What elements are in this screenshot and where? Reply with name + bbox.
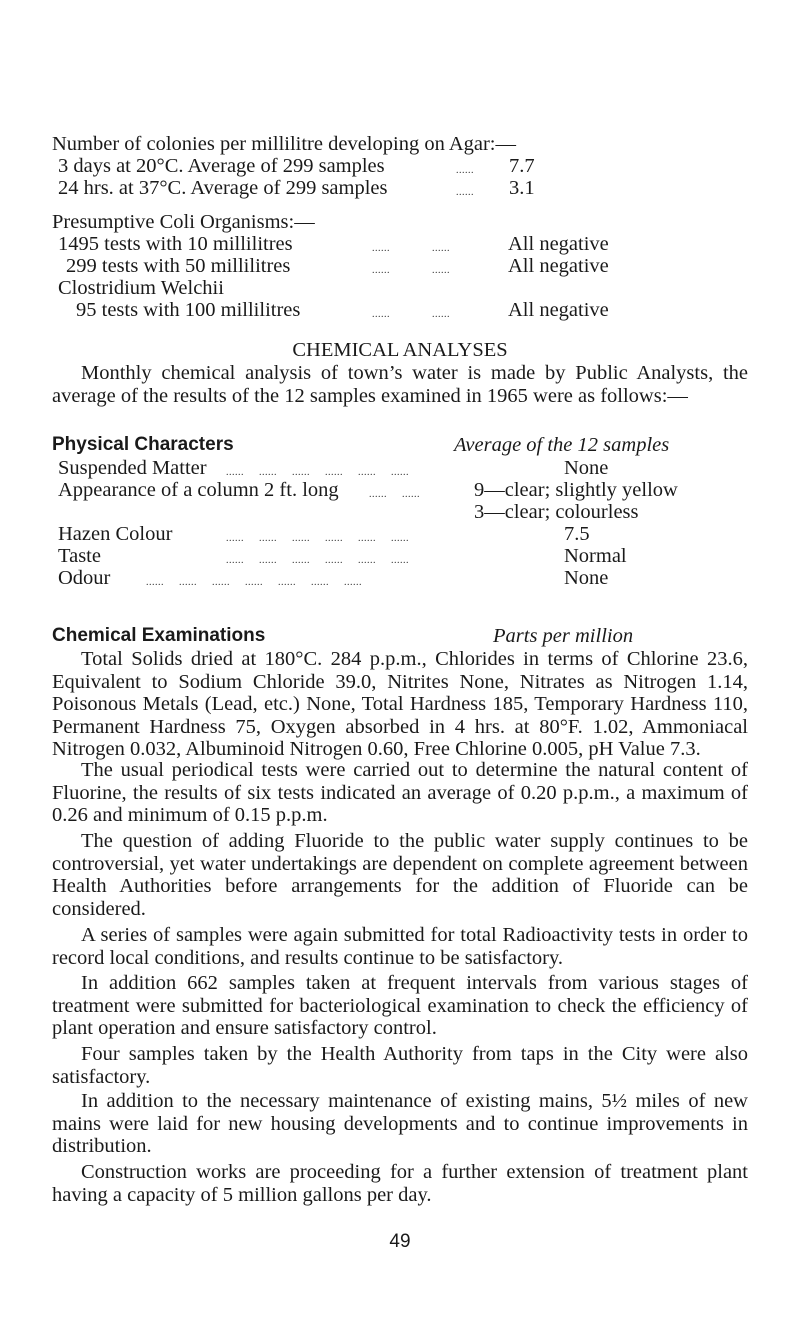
physical-row-suspended-value: None	[564, 457, 609, 479]
physical-row-taste-value: Normal	[564, 545, 627, 567]
coli-row-3-value: All negative	[508, 299, 609, 321]
agar-row-1-dots: ......	[456, 165, 474, 176]
agar-row-2-dots: ......	[456, 187, 474, 198]
physical-row-appearance-value: 9—clear; slightly yellow	[474, 479, 678, 501]
coli-row-3-label: 95 tests with 100 millilitres	[76, 299, 301, 321]
agar-row-1-value: 7.7	[509, 155, 535, 177]
physical-row-taste-label: Taste	[58, 545, 101, 567]
exams-paragraph-radioactivity: A series of samples were again submitted for total Radioactivity tests in order to record local conditions, and results continue to be satisfactory.	[52, 924, 748, 969]
coli-row-1-dots-b: ......	[432, 243, 450, 254]
physical-row-odour-value: None	[564, 567, 609, 589]
coli-row-1-value: All negative	[508, 233, 609, 255]
coli-row-3-dots-b: ......	[432, 309, 450, 320]
physical-row-odour-dots: ...... ...... ...... ...... ...... ...... ......	[146, 577, 362, 588]
exams-paragraph-taps: Four samples taken by the Health Authority from taps in the City were also satisfactory.	[52, 1043, 748, 1088]
coli-row-2-value: All negative	[508, 255, 609, 277]
coli-row-3-dots-a: ......	[372, 309, 390, 320]
agar-row-2-value: 3.1	[509, 177, 535, 199]
exams-col-heading: Parts per million	[493, 625, 634, 647]
exams-heading: Chemical Examinations	[52, 625, 266, 646]
chemical-analyses-title: CHEMICAL ANALYSES	[292, 339, 508, 361]
agar-row-2-label: 24 hrs. at 37°C. Average of 299 samples	[58, 177, 388, 199]
coli-row-1-dots-a: ......	[372, 243, 390, 254]
physical-row-hazen-label: Hazen Colour	[58, 523, 173, 545]
exams-paragraph-bacteriological: In addition 662 samples taken at frequent intervals from various stages of treatment were submitted for bacteriological examination to check the efficiency of plant operation and ensure satisfactory control.	[52, 972, 748, 1040]
physical-row-suspended-label: Suspended Matter	[58, 457, 207, 479]
physical-row-hazen-value: 7.5	[564, 523, 590, 545]
physical-row-taste-dots: ...... ...... ...... ...... ...... ......	[226, 555, 409, 566]
chemical-intro: Monthly chemical analysis of town’s water is made by Public Analysts, the average of the results of the 12 samples examined in 1965 were as follows:—	[52, 362, 748, 407]
physical-row-appearance-value-2: 3—clear; colourless	[474, 501, 639, 523]
exams-paragraph-results: Total Solids dried at 180°C. 284 p.p.m., Chlorides in terms of Chlorine 23.6, Equivalent to Sodium Chloride 39.0, Nitrites None, Nitrates as Nitrogen 1.14, Poisonous Metals (Lead, etc.) None, Total Hardness 185, Temporary Hardness 110, Permanent Hardness 75, Oxygen absorbed in 4 hrs. at 80°F. 1.02, Ammoniacal Nitrogen 0.032, Albuminoid Nitrogen 0.60, Free Chlorine 0.005, pH Value 7.3.	[52, 648, 748, 761]
exams-paragraph-fluoride: The question of adding Fluoride to the public water supply continues to be controversial, yet water undertakings are dependent on complete agreement between Health Authorities before arrangements for the addition of Fluoride can be considered.	[52, 830, 748, 920]
coli-row-1-label: 1495 tests with 10 millilitres	[58, 233, 293, 255]
physical-row-odour-label: Odour	[58, 567, 111, 589]
physical-row-appearance-label: Appearance of a column 2 ft. long	[58, 479, 339, 501]
exams-paragraph-mains: In addition to the necessary maintenance of existing mains, 5½ miles of new mains were laid for new housing developments and to continue improvements in distribution.	[52, 1090, 748, 1158]
physical-row-appearance-dots: ...... ......	[369, 489, 420, 500]
physical-col-heading: Average of the 12 samples	[454, 434, 670, 456]
coli-row-2-dots-a: ......	[372, 265, 390, 276]
physical-heading: Physical Characters	[52, 434, 234, 455]
exams-paragraph-construction: Construction works are proceeding for a further extension of treatment plant having a capacity of 5 million gallons per day.	[52, 1161, 748, 1206]
coli-heading: Presumptive Coli Organisms:—	[52, 211, 315, 233]
agar-row-1-label: 3 days at 20°C. Average of 299 samples	[58, 155, 385, 177]
clostridium-subheading: Clostridium Welchii	[58, 277, 224, 299]
physical-row-suspended-dots: ...... ...... ...... ...... ...... ......	[226, 467, 409, 478]
physical-row-hazen-dots: ...... ...... ...... ...... ...... ......	[226, 533, 409, 544]
exams-paragraph-fluorine: The usual periodical tests were carried out to determine the natural content of Fluorine, the results of six tests indicated an average of 0.20 p.p.m., a maximum of 0.26 and minimum of 0.15 p.p.m.	[52, 759, 748, 827]
agar-heading: Number of colonies per millilitre developing on Agar:—	[52, 133, 516, 155]
page-number: 49	[389, 1231, 411, 1252]
coli-row-2-dots-b: ......	[432, 265, 450, 276]
coli-row-2-label: 299 tests with 50 millilitres	[66, 255, 291, 277]
